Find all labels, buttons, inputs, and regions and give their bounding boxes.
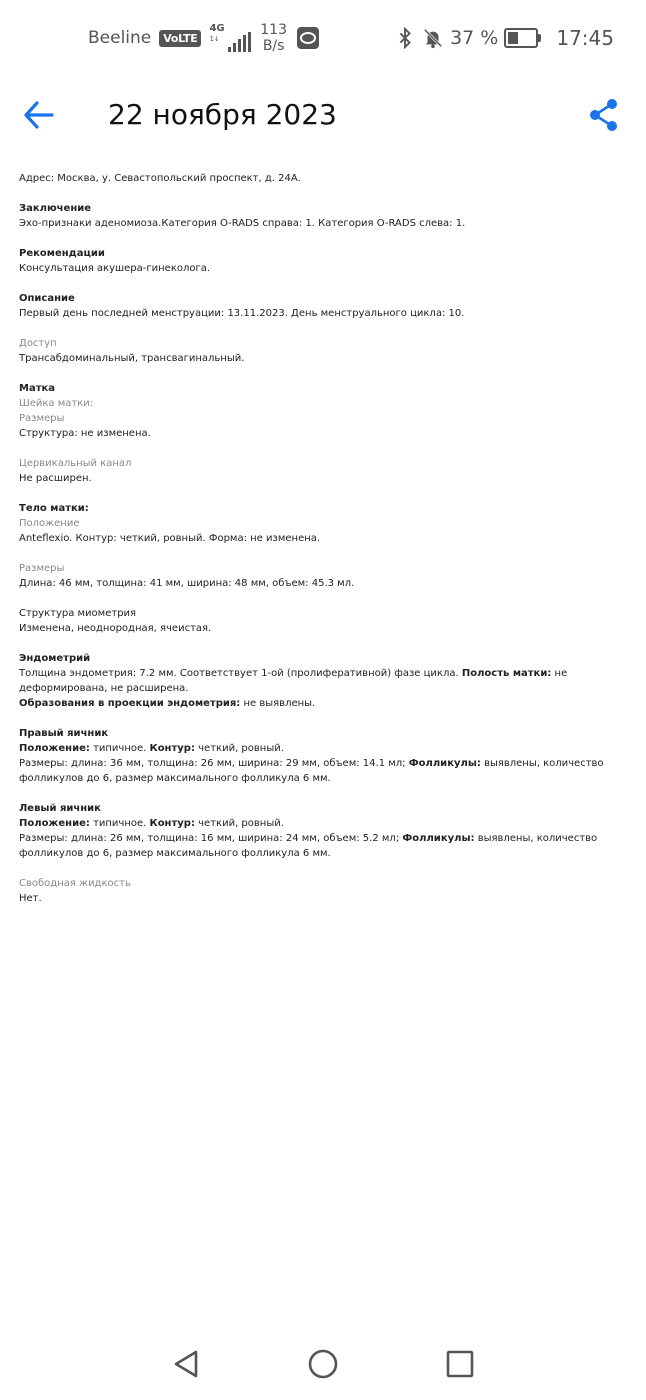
left-contour-label: Контур: bbox=[149, 818, 195, 829]
access-section bbox=[19, 336, 629, 366]
uterus-body-text: Anteflexio. Контур: четкий, ровный. Форма: не изменена. bbox=[19, 533, 321, 544]
cervical-canal-text: Не расширен. bbox=[19, 473, 92, 484]
sizes-label: Размеры bbox=[19, 563, 65, 574]
conclusion-section bbox=[19, 201, 629, 231]
vpn-icon bbox=[297, 27, 319, 49]
network-speed bbox=[259, 22, 289, 54]
endometrium-heading: Эндометрий bbox=[19, 653, 91, 664]
app-header bbox=[0, 92, 646, 140]
description-section bbox=[19, 291, 629, 321]
cavity-label: Полость матки: bbox=[461, 668, 552, 679]
right-contour-label: Контур: bbox=[149, 743, 195, 754]
right-ovary-section bbox=[19, 726, 629, 786]
uterus-body-heading: Тело матки: bbox=[19, 503, 89, 514]
left-sizes-text: Размеры: длина: 26 мм, толщина: 16 мм, ширина: 24 мм, объем: 5.2 мл; bbox=[19, 833, 400, 844]
bluetooth-icon bbox=[394, 27, 416, 49]
right-ovary-position bbox=[19, 741, 629, 756]
signal-icon bbox=[228, 32, 251, 52]
uterus-position-label: Положение bbox=[19, 518, 80, 529]
address-section bbox=[19, 171, 629, 186]
cervical-canal-label: Цервикальный канал bbox=[19, 458, 132, 469]
page-title: 22 ноября 2023 bbox=[108, 98, 337, 131]
left-position-text: типичное. bbox=[93, 818, 147, 829]
free-fluid-section bbox=[19, 876, 629, 906]
volte-badge: VoLTE bbox=[159, 30, 201, 47]
network-sub: 1↓ bbox=[209, 35, 220, 43]
system-nav-bar bbox=[0, 1335, 646, 1395]
left-position-label: Положение: bbox=[19, 818, 90, 829]
uterus-section bbox=[19, 381, 629, 441]
left-contour-text: четкий, ровный. bbox=[198, 818, 284, 829]
right-ovary-heading: Правый яичник bbox=[19, 728, 109, 739]
speed-unit: B/s bbox=[262, 38, 285, 54]
free-fluid-label: Свободная жидкость bbox=[19, 878, 131, 889]
recommendations-section bbox=[19, 246, 629, 276]
free-fluid-text: Нет. bbox=[19, 893, 42, 904]
cavity-text: не деформирована, не расширена. bbox=[19, 668, 568, 694]
signal-group bbox=[209, 24, 250, 52]
conclusion-text: Эхо-признаки аденомиоза.Категория O-RADS справа: 1. Категория O-RADS слева: 1. bbox=[19, 218, 466, 229]
cervix-sizes-label: Размеры bbox=[19, 413, 65, 424]
report-content bbox=[19, 171, 629, 921]
left-ovary-heading: Левый яичник bbox=[19, 803, 101, 814]
right-sizes-text: Размеры: длина: 36 мм, толщина: 26 мм, ширина: 29 мм, объем: 14.1 мл; bbox=[19, 758, 406, 769]
left-ovary-sizes bbox=[19, 831, 629, 861]
cervical-canal-section bbox=[19, 456, 629, 486]
square-recents-icon[interactable] bbox=[443, 1347, 477, 1381]
network-type: 4G bbox=[209, 23, 225, 34]
endometrium-thickness: Толщина эндометрия: 7.2 мм. Соответствует 1-ой (пролиферативной) фазе цикла. bbox=[19, 668, 459, 679]
right-position-text: типичное. bbox=[93, 743, 147, 754]
left-follicles-text: выявлены, количество фолликулов до 6, размер максимального фолликула 6 мм. bbox=[19, 833, 598, 859]
cervix-label: Шейка матки: bbox=[19, 398, 94, 409]
right-position-label: Положение: bbox=[19, 743, 90, 754]
triangle-back-icon[interactable] bbox=[170, 1347, 204, 1381]
clock: 17:45 bbox=[556, 26, 614, 50]
formations-label: Образования в проекции эндометрия: bbox=[19, 698, 241, 709]
carrier-name: Beeline bbox=[88, 28, 152, 48]
right-follicles-label: Фолликулы: bbox=[408, 758, 481, 769]
recommendations-text: Консультация акушера-гинеколога. bbox=[19, 263, 211, 274]
bell-muted-icon bbox=[422, 27, 444, 49]
recommendations-heading: Рекомендации bbox=[19, 248, 105, 259]
sizes-section bbox=[19, 561, 629, 591]
speed-value: 113 bbox=[260, 22, 287, 38]
right-follicles-text: выявлены, количество фолликулов до 6, размер максимального фолликула 6 мм. bbox=[19, 758, 604, 784]
myometrium-text: Изменена, неоднородная, ячеистая. bbox=[19, 623, 212, 634]
access-text: Трансабдоминальный, трансвагинальный. bbox=[19, 353, 245, 364]
left-follicles-label: Фолликулы: bbox=[402, 833, 475, 844]
sizes-text: Длина: 46 мм, толщина: 41 мм, ширина: 48 мм, объем: 45.3 мл. bbox=[19, 578, 355, 589]
uterus-body-section bbox=[19, 501, 629, 546]
circle-home-icon[interactable] bbox=[306, 1347, 340, 1381]
address-text: Адрес: Москва, у. Севастопольский проспект, д. 24А. bbox=[19, 173, 301, 184]
conclusion-heading: Заключение bbox=[19, 203, 92, 214]
battery-icon bbox=[504, 28, 538, 48]
left-ovary-position bbox=[19, 816, 629, 831]
description-text: Первый день последней менструации: 13.11.2023. День менструального цикла: 10. bbox=[19, 308, 465, 319]
status-right bbox=[394, 26, 614, 50]
uterus-heading: Матка bbox=[19, 383, 56, 394]
endometrium-section bbox=[19, 651, 629, 711]
back-arrow-icon[interactable] bbox=[22, 98, 56, 132]
description-heading: Описание bbox=[19, 293, 75, 304]
cervix-structure-text: Структура: не изменена. bbox=[19, 428, 151, 439]
access-label: Доступ bbox=[19, 338, 57, 349]
right-contour-text: четкий, ровный. bbox=[198, 743, 284, 754]
myometrium-label: Структура миометрия bbox=[19, 608, 137, 619]
share-icon[interactable] bbox=[588, 98, 620, 132]
battery-percent: 37 % bbox=[450, 27, 499, 49]
status-bar bbox=[0, 0, 646, 80]
formations-text: не выявлены. bbox=[243, 698, 316, 709]
right-ovary-sizes bbox=[19, 756, 629, 786]
myometrium-section bbox=[19, 606, 629, 636]
status-left bbox=[88, 22, 319, 54]
left-ovary-section bbox=[19, 801, 629, 861]
battery-fill bbox=[508, 32, 518, 44]
endometrium-text bbox=[19, 666, 629, 711]
